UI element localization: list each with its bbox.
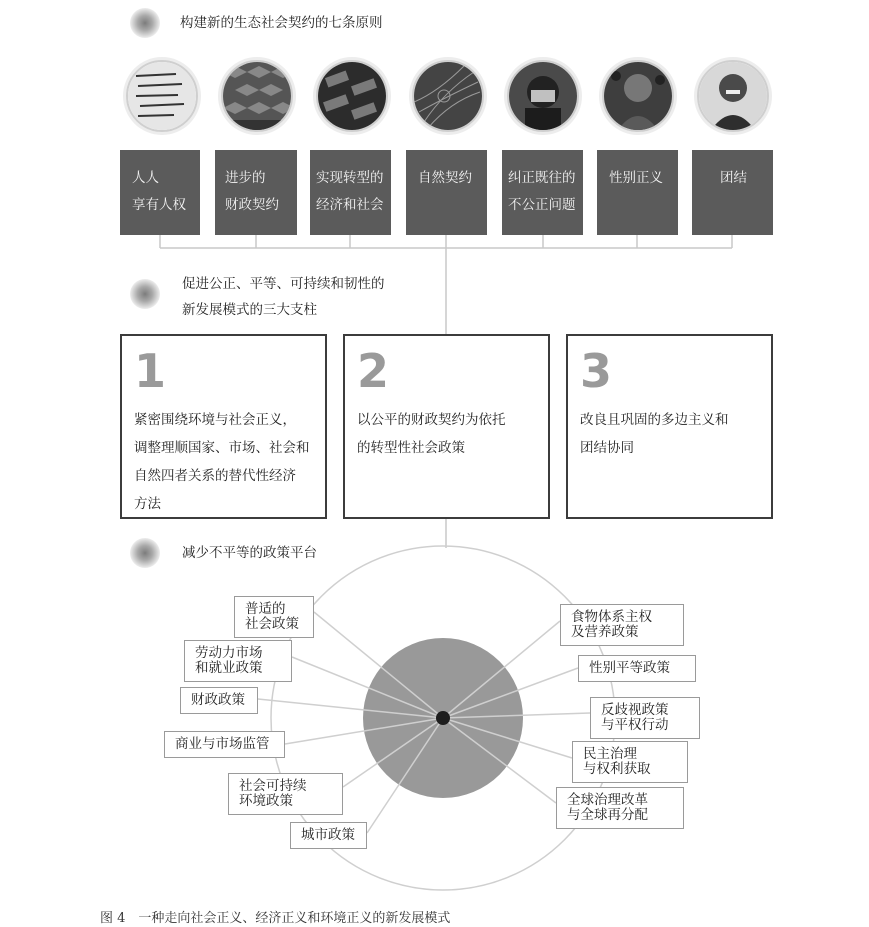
policy-label-anti-discrimination: 反歧视政策 与平权行动 <box>590 697 700 739</box>
policy-label-labour-market: 劳动力市场 和就业政策 <box>184 640 292 682</box>
pillar-number: 2 <box>357 344 390 398</box>
section-bullet <box>130 538 160 568</box>
policy-label-democratic-governance: 民主治理 与权利获取 <box>572 741 688 783</box>
principle-label: 实现转型的 经济和社会 <box>316 170 384 213</box>
figure-caption: 图 4 一种走向社会正义、经济正义和环境正义的新发展模式 <box>100 911 451 926</box>
principle-label: 性别正义 <box>609 170 663 186</box>
policy-label-food-sovereignty: 食物体系主权 及营养政策 <box>560 604 684 646</box>
pillar-text: 以公平的财政契约为依托 的转型性社会政策 <box>357 412 506 456</box>
platform-section-title: 减少不平等的政策平台 <box>182 545 317 561</box>
pillar-number: 1 <box>134 344 167 398</box>
pillar-number: 3 <box>580 344 613 398</box>
center-dot <box>436 711 450 725</box>
policy-label-business-regulation: 商业与市场监管 <box>164 731 285 758</box>
principles-section-title: 构建新的生态社会契约的七条原则 <box>180 15 383 31</box>
principle-label: 纠正既往的 不公正问题 <box>508 170 576 213</box>
policy-label-fiscal: 财政政策 <box>180 687 258 714</box>
policy-label-global-governance: 全球治理改革 与全球再分配 <box>556 787 684 829</box>
pillars-section-title: 促进公正、平等、可持续和韧性的 新发展模式的三大支柱 <box>182 276 385 318</box>
pillar-text: 紧密围绕环境与社会正义， 调整理顺国家、市场、社会和 自然四者关系的替代性经济 方法 <box>134 412 310 512</box>
principle-label: 自然契约 <box>418 170 472 186</box>
principle-label: 团结 <box>720 170 747 186</box>
policy-label-universal-social: 普适的 社会政策 <box>234 596 314 638</box>
pillar-text: 改良且巩固的多边主义和 团结协同 <box>580 412 729 456</box>
policy-label-environmental: 社会可持续 环境政策 <box>228 773 343 815</box>
principle-label: 人人 享有人权 <box>132 170 186 213</box>
policy-label-urban: 城市政策 <box>290 822 367 849</box>
principle-label: 进步的 财政契约 <box>225 170 279 213</box>
policy-label-gender-equality: 性别平等政策 <box>578 655 696 682</box>
